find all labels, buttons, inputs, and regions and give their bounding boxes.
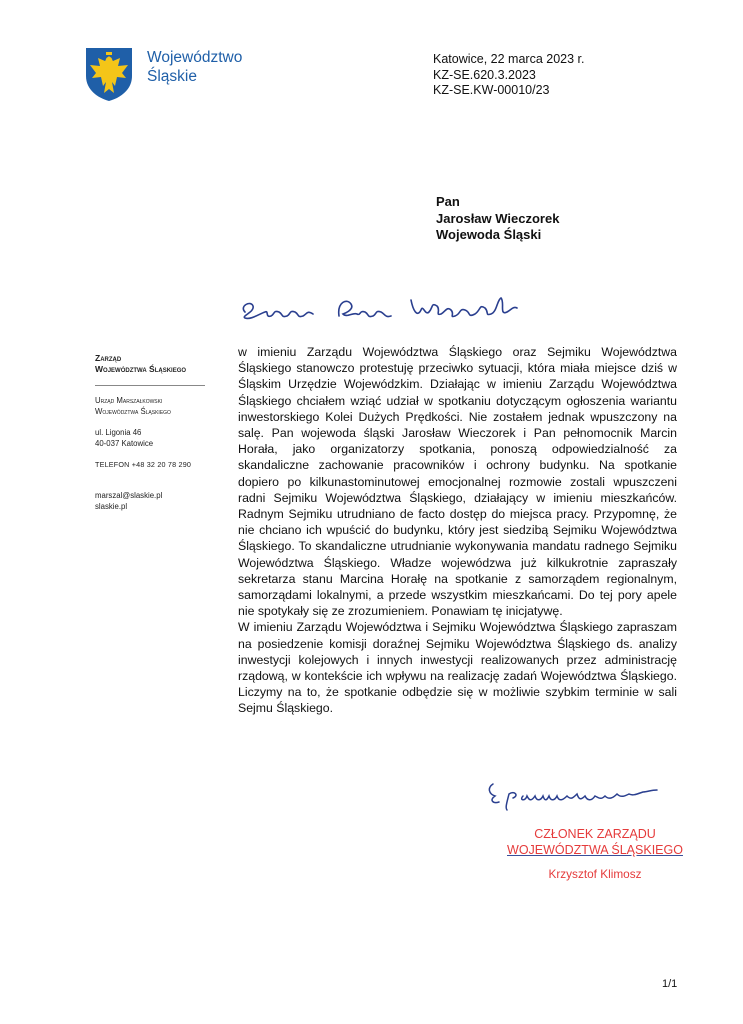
brand-line-1: Województwo: [147, 49, 243, 66]
handwritten-greeting: [235, 288, 525, 326]
stamp-title-line-1: CZŁONEK ZARZĄDU: [534, 827, 656, 841]
addressee-position: Wojewoda Śląski: [436, 227, 542, 242]
reference-number-1: KZ-SE.620.3.2023: [433, 67, 536, 82]
addressee-block: [436, 194, 559, 244]
stamp-signatory-name: Krzysztof Klimosz: [548, 867, 642, 881]
reference-number-2: KZ-SE.KW-00010/23: [433, 83, 550, 97]
email-address: marszal@slaskie.pl: [95, 491, 163, 500]
page-number: 1/1: [662, 978, 678, 990]
letter-date: Katowice, 22 marca 2023 r.: [433, 52, 585, 66]
phone-number: TELEFON +48 32 20 78 290: [95, 460, 192, 469]
addressee-name: Jarosław Wieczorek: [436, 210, 560, 226]
brand-line-2: Śląskie: [147, 68, 197, 85]
brand-name: [147, 48, 242, 86]
office-line-1: Urząd Marszałkowski: [95, 396, 163, 405]
coat-of-arms-icon: [84, 46, 134, 102]
sender-org-line-2: Województwa Śląskiego: [95, 364, 187, 374]
addressee-title: Pan: [436, 194, 460, 209]
body-paragraph-1: w imieniu Zarządu Województwa Śląskiego oraz Sejmiku Województwa Śląskiego stanowczo protestuję przeciwko sytuacji, która miała miejsce dziś w Śląskim Urzędzie Wojewódzkim. Działając w imieniu Zarządu Województwa Śląskiego chciałem wziąć udział w spotkaniu dotyczącym ogłoszenia wariantu inwestorskiego Kolei Dużych Prędkości. Nie zostałem jednak wpuszczony na salę. Pan wojewoda śląski Jarosław Wieczorek i Pan pełnomocnik Marcin Horała, jako organizatorzy spotkania, ponoszą odpowiedzialność za skandaliczne zachowanie pracowników i ochrony budynku. Na spotkanie dopiero po kilkunastominutowej emocjonalnej rozmowie zostali wpuszczeni radni Sejmiku Województwa Śląskiego, działający w imieniu mieszkańców. Radnym Sejmiku utrudniano de facto dostęp do miejsca pracy. Przypomnę, że nie chciano ich wpuścić do budynku, który jest siedzibą Sejmiku Województwa Śląskiego. To skandaliczne utrudnianie wykonywania mandatu radnego Sejmiku Województwa Śląskiego. Władze wojewódzwa już kilkukrotnie zapraszały sekretarza stanu Marcina Horałę na spotkanie z samorządem regionalnym, samorządami lokalnymi, a przede wszystkim mieszkańcami. Do tej pory apele nie spotykały się ze zrozumieniem. Ponawiam tę inicjatywę.: [238, 345, 677, 619]
address-street: ul. Ligonia 46: [95, 428, 142, 437]
address-city: 40-037 Katowice: [95, 439, 154, 448]
website-address: slaskie.pl: [95, 502, 128, 511]
stamp-title-line-2: WOJEWÓDZTWA ŚLĄSKIEGO: [507, 843, 683, 857]
letter-meta: [433, 52, 584, 99]
sender-sidebar: [95, 353, 210, 512]
official-stamp: [505, 826, 685, 882]
body-paragraph-2: W imieniu Zarządu Województwa i Sejmiku Województwa Śląskiego zapraszam na posiedzenie komisji doraźnej Sejmiku Województwa Śląskiego ds. analizy inwestycji kolejowych i innych inwestycji realizowanych przez administrację rządową, w kontekście ich wpływu na realizację zadań Województwa Śląskiego. Liczymy na to, że spotkanie odbędzie się w możliwie szybkim terminie w sali Sejmu Śląskiego.: [238, 620, 677, 716]
sidebar-divider: [95, 385, 205, 386]
letter-body: [238, 344, 677, 717]
sender-org-line-1: Zarząd: [95, 353, 122, 363]
office-line-2: Województwa Śląskiego: [95, 407, 171, 416]
handwritten-signature: [485, 774, 665, 814]
